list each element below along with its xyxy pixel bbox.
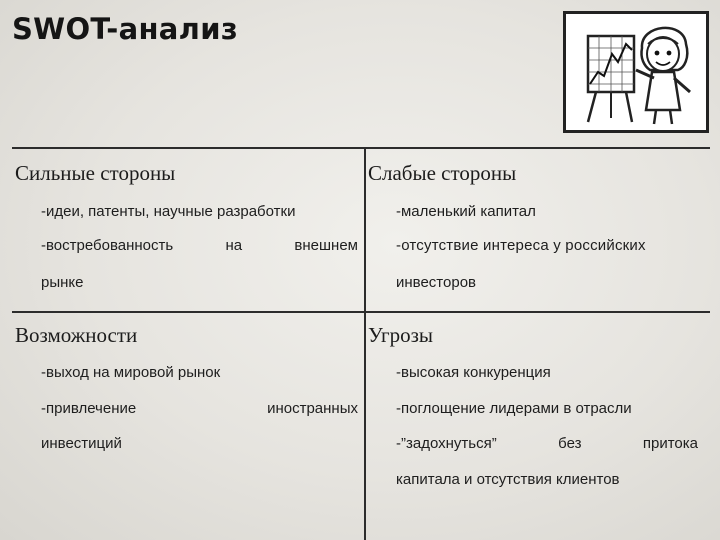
threats-item: -поглощение лидерами в отрасли [396,400,632,417]
threats-word: притока [642,435,698,452]
threats-word: -”задохнуться” [396,435,497,452]
weaknesses-item-continued: инвесторов [396,274,477,291]
presenter-illustration [563,11,709,133]
table-column-divider [364,147,366,540]
strengths-item-continued: рынке [41,274,84,291]
strengths-heading: Сильные стороны [15,161,176,185]
opportunities-word: иностранных [267,400,358,417]
presenter-with-chart-icon [566,14,706,130]
opportunities-item-justified [41,400,358,417]
opportunities-heading: Возможности [15,323,138,347]
table-middle-border [12,311,710,313]
strengths-item-justified [41,237,358,254]
threats-heading: Угрозы [368,323,434,347]
weaknesses-heading: Слабые стороны [368,161,517,185]
strengths-word: на [225,237,243,254]
opportunities-word: -привлечение [41,400,137,417]
opportunities-item: -выход на мировой рынок [41,364,221,381]
weaknesses-item: -маленький капитал [396,203,536,220]
strengths-word: -востребованность [41,237,174,254]
table-top-border [12,147,710,149]
threats-item: -высокая конкуренция [396,364,551,381]
weaknesses-item: -отсутствие интереса у российских [396,237,646,254]
strengths-word: внешнем [294,237,358,254]
opportunities-item-continued: инвестиций [41,435,122,452]
threats-word: без [558,435,582,452]
strengths-item: -идеи, патенты, научные разработки [41,203,296,220]
threats-item-continued: капитала и отсутствия клиентов [396,471,620,488]
page-title: SWOT-анализ [12,12,238,46]
threats-item-justified [396,435,698,452]
swot-table [12,147,710,540]
